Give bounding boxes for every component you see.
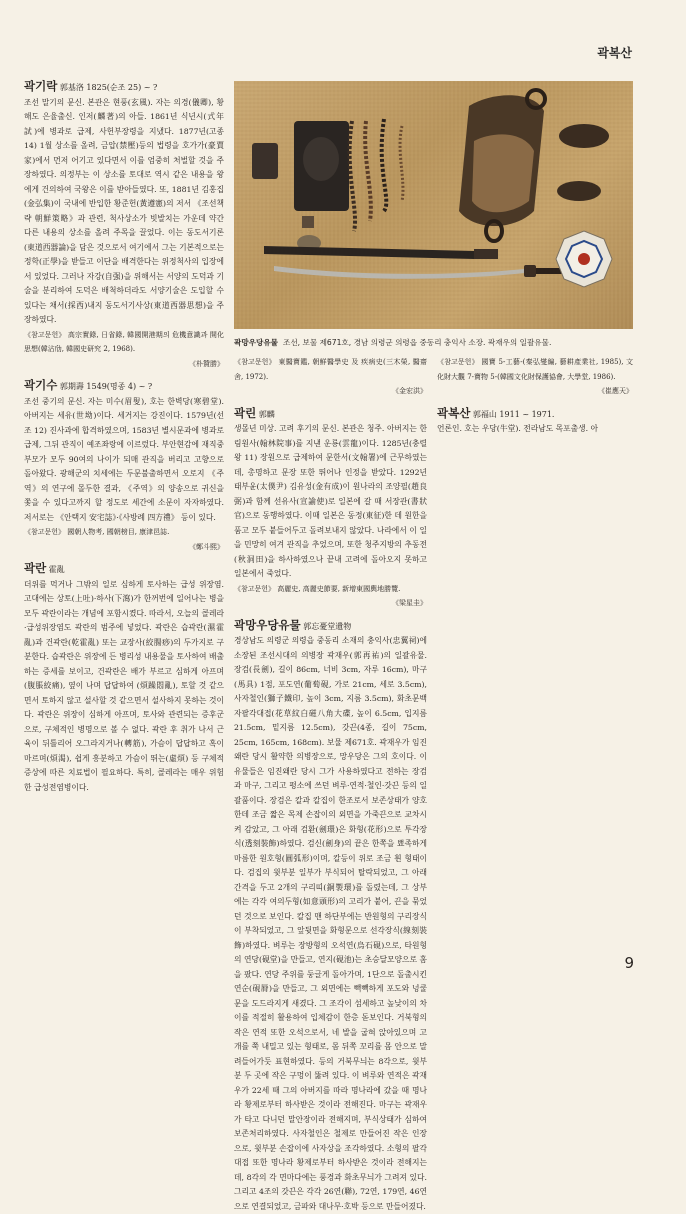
entry-body: 조선 말기의 문신. 본관은 현풍(玄風). 자는 의경(儀卿), 황해도 은율출신. 인저(麟著)의 아들. 1861년 식년시(式年試)에 병과로 급제, 사헌부장령을 지냈다. 1877년(고종 14) 1월 상소를 올려, 금압(禁壓)등의 법령을 호가가(豪賈家)에서 먼저 어기고 있다면서 이를 엄중히 처벌할 것을 주장하였다. 의정부는 이 상소를 토대로 역시 같은 내용을 왕에게 건의하여 국왕은 이를 받아들였다. 또, 1881년 김홍집(金弘集)이 국내에 반입한 황준헌(黃遵憲)의 저서 《조선책략 朝鮮策略》과 관련, 척사상소가 빗발치는 가운데 약간 다른 내용의 상소를 올려 주목을 끌었다. 이는 동도서기론(東道西器論)을 담은 것으로서 여기에서 그는 기본적으로는 정학(正學)을 받들고 이단을 배격한다는 위정척사의 입장에서 있었다. 그러나 자강(自强)을 위해서는 서양의 도덕과 기술을 분리하여 도덕은 배척하더라도 서양기술은 도입할 수 있다는 채서(採西)내지 동도서기사상(東道西器思想)을 주장하였다. [24, 97, 227, 324]
entry-title: 곽망우당유물 [234, 617, 301, 632]
photo-caption [234, 337, 633, 348]
entry-author: 《朴贊勝》 [189, 359, 224, 368]
entry-hanja: 郭福山 [472, 409, 497, 419]
entry-title: 곽복산 [437, 405, 471, 420]
caption-title: 곽망우당유물 [234, 338, 279, 347]
entry-hanja: 郭忘憂堂遺物 [303, 621, 352, 631]
entry-title: 곽린 [234, 405, 257, 420]
page-number: 9 [624, 954, 634, 972]
entry-author: 《梁星圭》 [392, 599, 427, 607]
entry-references: 《참고문헌》 高宗實錄, 日省錄, 韓國開港期의 危機意識과 開化思想(韓沾劤, 韓國史研究 2, 1968). [24, 330, 224, 353]
entry-references: 《참고문헌》 高麗史, 高麗史節要, 新增東國輿地勝覽. [234, 584, 401, 593]
entry-author: 《崔應天》 [598, 387, 633, 395]
column-3 [437, 355, 633, 437]
entry-hanja: 郭期壽 [59, 382, 84, 391]
entry-hanja: 郭麟 [258, 409, 275, 419]
entry-author: 《鄭斗熙》 [189, 542, 224, 551]
entry-dates: 1549(명종 4) ~ ? [86, 382, 153, 391]
entry-dates: 1911 ~ 1971. [499, 409, 555, 419]
entry-head-jirak [24, 78, 224, 96]
entry-head-bokson [437, 405, 633, 423]
entry-head-mangudang [234, 617, 427, 635]
entry-dates: 1825(순조 25) ~ ? [86, 83, 158, 92]
artifact-illustration [234, 81, 633, 329]
entry-title: 곽란 [24, 561, 47, 575]
artifact-photo [234, 81, 633, 329]
entry-author: 《金宏洪》 [392, 387, 427, 395]
entry-references: 《참고문헌》 東醫寶鑑, 朝鮮醫學史 及 疾病史(三木榮, 醫齋舍, 1972). [234, 358, 427, 381]
entry-head-gwakrin [234, 405, 427, 423]
entry-references: 《참고문헌》 國寶 5-工藝-(秦弘燮編, 藝耕產業社, 1985), 文化財大觀 7-寶物 5-(韓國文化財保護協會, 大學堂, 1986). [437, 358, 633, 381]
entry-hanja: 郭基洛 [59, 83, 84, 92]
entry-head-gwakran [24, 560, 224, 578]
running-head: 곽복산 [597, 46, 632, 60]
entry-references: 《참고문헌》 國朝人物考, 國朝榜目, 康津邑誌. [24, 528, 170, 536]
entry-body: 더위를 먹거나 그밖의 일로 심하게 토사하는 급성 위장염. 고대에는 상토(上吐)·하사(下瀉)가 한꺼번에 일어나는 병을 모두 곽란이라는 개념에 포함시켰다. 따라서, 오늘의 콜레라·급성위장염도 곽란의 범주에 넣었다. 곽란은 습곽란(濕霍亂)과 건곽란(乾霍亂) 또는 교장사(絞腸痧)의 두가지로 구분한다. 습곽란은 위장에 든 병리성 내용물을 토사하여 배출하는 증세를 보이고, 건곽란은 배가 부르고 심하게 아프며 (腹脹絞痛), 옆이 나며 답답하여 (煩躁悶亂), 토할 것 같으면서 토하지 않고 설사할 것 같으면서 설사하지 못하는 것이다. 곽란은 위장이 심하게 아프며, 토사와 관련되는 증후군으로, 구체적인 병명으로 볼 수 없다. 곽란 후 취가 나서 근육이 뒤틀리어 오그라지거나(轉筋), 가슴이 답답하고 혹이 마르며(煩渴), 쉽게 흥분하고 가슴이 뛰는(虛煩) 등 구체적 증상에 따른 치료법이 필요하다. 특히, 콜레라는 매우 위험한 급성전염병이다. [24, 579, 227, 792]
entry-title: 곽기락 [24, 79, 58, 93]
entry-body: 언론인. 호는 우당(牛堂). 전라남도 목포출생. 아 [437, 424, 599, 433]
entry-body: 조선 중기의 문신. 자는 미수(眉叟), 호는 한벽당(寒碧堂). 아버지는 세유(世坳)이다. 세거지는 강진이다. 1579년(선조 12) 진사과에 합격하였으며, 1583년 별시문과에 병과로 급제, 그뒤 관직이 예조좌랑에 이르렀다. 부안현감에 재직중 부모가 모두 90여의 나이가 되매 관직을 버리고 고향으로 돌아왔다. 광해군의 치세에는 두문불출하면서 오로지 《주역》의 연구에 몰두한 결과, 《주역》의 양송으로 귀신을 쫓을 수 있다고까지 할 정도로 세간에 소문이 자자하였다. 저서로는 《안택지 安宅誌》·《사방례 四方禮》 등이 있다. [24, 396, 227, 522]
column-2 [234, 355, 430, 1211]
entry-title: 곽기수 [24, 378, 58, 392]
entry-head-jisu [24, 377, 224, 395]
entry-hanja: 霍亂 [48, 565, 65, 574]
column-1 [24, 78, 227, 795]
entry-body: 생몰년 미상. 고려 후기의 문신. 본관은 청주. 아버지는 한림원사(翰林院事)를 지낸 운룡(雲龍)이다. 1285년(충렬왕 11) 장원으로 급제하여 문한서(文翰署)에 근무하였는데, 총명하고 문장 또한 뛰어나 인정을 받았다. 1292년 태부윤(太僕尹) 김유성(金有成)이 원나라의 조양필(趙良弼)과 함께 선유사(宣諭使)로 일본에 갈 때 서장관(書狀官)으로 동행하였다. 이때 일본은 동정(東征)한 데 원한을 품고 모두 붙들어두고 돌려보내지 않았다. 나라에서 이 일을 민망히 여겨 관직을 추었으며, 또한 청주지방의 추동전(秋洞田)을 하사하였으나 끝내 고려에 돌아오지 못하고 일본에서 죽었다. [234, 424, 430, 578]
caption-text: 조선, 보물 제671호, 경남 의령군 의령읍 중동리 충익사 소장. 곽재우의 일괄유물. [283, 338, 552, 347]
entry-body: 경상남도 의령군 의령읍 중동리 소재의 충익사(忠翼祠)에 소장된 조선시대의 의병장 곽재우(郭再祐)의 일괄유물. 장검(長劍), 길이 86cm, 너비 3cm, 자루 16cm), 마구(馬具) 1점, 포도연(葡萄硯, 가로 21cm, 세로 3.5cm), 사자철인(獅子鐵印, 높이 3cm, 지름 3.5cm), 화초문백자팔각대접(花草紋白磁八角大碟, 높이 6.5cm, 입지름 21.5cm, 밑지름 12.5cm), 갓끈(4종, 길이 75cm, 25cm, 165cm, 168cm). 보물 제671호. 곽재우가 임진왜란 당시 활약한 의병장으로, 망우당은 그의 호이다. 이 유물들은 임진왜란 당시 그가 사용하였다고 전하는 장검과 마구, 그리고 평소에 쓰던 벼루·연적·철인·갓끈 등의 일괄품이다. 장검은 칼과 칼집이 한조로서 보존상태가 양호한데 조금 짧은 목제 손잡이의 외면을 가죽끈으로 교차시켜 감았고, 그 아래 검환(劍環)은 화형(花形)으로 투각장식(透刻裝飾)하였다. 검신(劍身)의 끝은 한쪽을 뾰족하게 마름한 원호형(圓弧形)이며, 칼등이 위로 조금 휜 형태이다. 검집의 윗부분 일부가 부식되어 탈락되었고, 그 아래 간격을 두고 2개의 구리띠(銅製環)를 돌렸는데, 그 상부에는 각각 여의두형(如意頭形)의 고리가 붙어, 끈을 묶었던 것으로 보인다. 칼집 맨 하단부에는 반원형의 구리장식이 부착되었고, 그 앞뒷면을 화형문으로 선각장식(線刻裝飾)하였다. 벼루는 장방형의 오석연(烏石硯)으로, 타원형의 연당(硯堂)을 만들고, 연지(硯池)는 초승달모양으로 홈을 팠다. 연당 주위를 둥글게 돌아가며, 1단으로 돌출시킨 연순(硯脣)을 만들고, 그 외면에는 빽빽하게 포도와 넝쿨문을 도드라지게 새겼다. 그 조각이 섬세하고 높낮이의 차이를 적절히 활용하여 입체감이 한층 돋보인다. 거북형의 작은 연적 또한 오석으로서, 네 발을 굽혀 앉아있으며 고개를 쭉 내밀고 있는 형태로, 몸 뒤쪽 꼬리를 몸 안으로 말려들어가듯 표현하였다. 등의 거북무늬는 8각으로, 윗부분 두 곳에 작은 구멍이 뚫려 있다. 이 벼루와 연적은 곽재우가 22세 때 그의 아버지를 따라 명나라에 갔을 때 명나라 황제로부터 하사받은 것이라 전해진다. 마구는 곽재우가 타고 다니던 말안장이라 전해지며, 부식상태가 심하여 보존처리하였다. 사자철인은 철제로 만들어진 작은 인장으로, 윗부분 손잡이에 사자상을 조각하였다. 소형의 팔각대접 또한 명나라 황제로부터 하사받은 것이라 전해지는데, 8각의 각 면마다에는 풍경과 화초무늬가 그려져 있다. 그리고 4조의 갓끈은 각각 26연(聯), 72연, 179연, 46연으로 연결되었고, 금파와 대나무·호박 등으로 만들어졌다. [234, 636, 430, 1211]
